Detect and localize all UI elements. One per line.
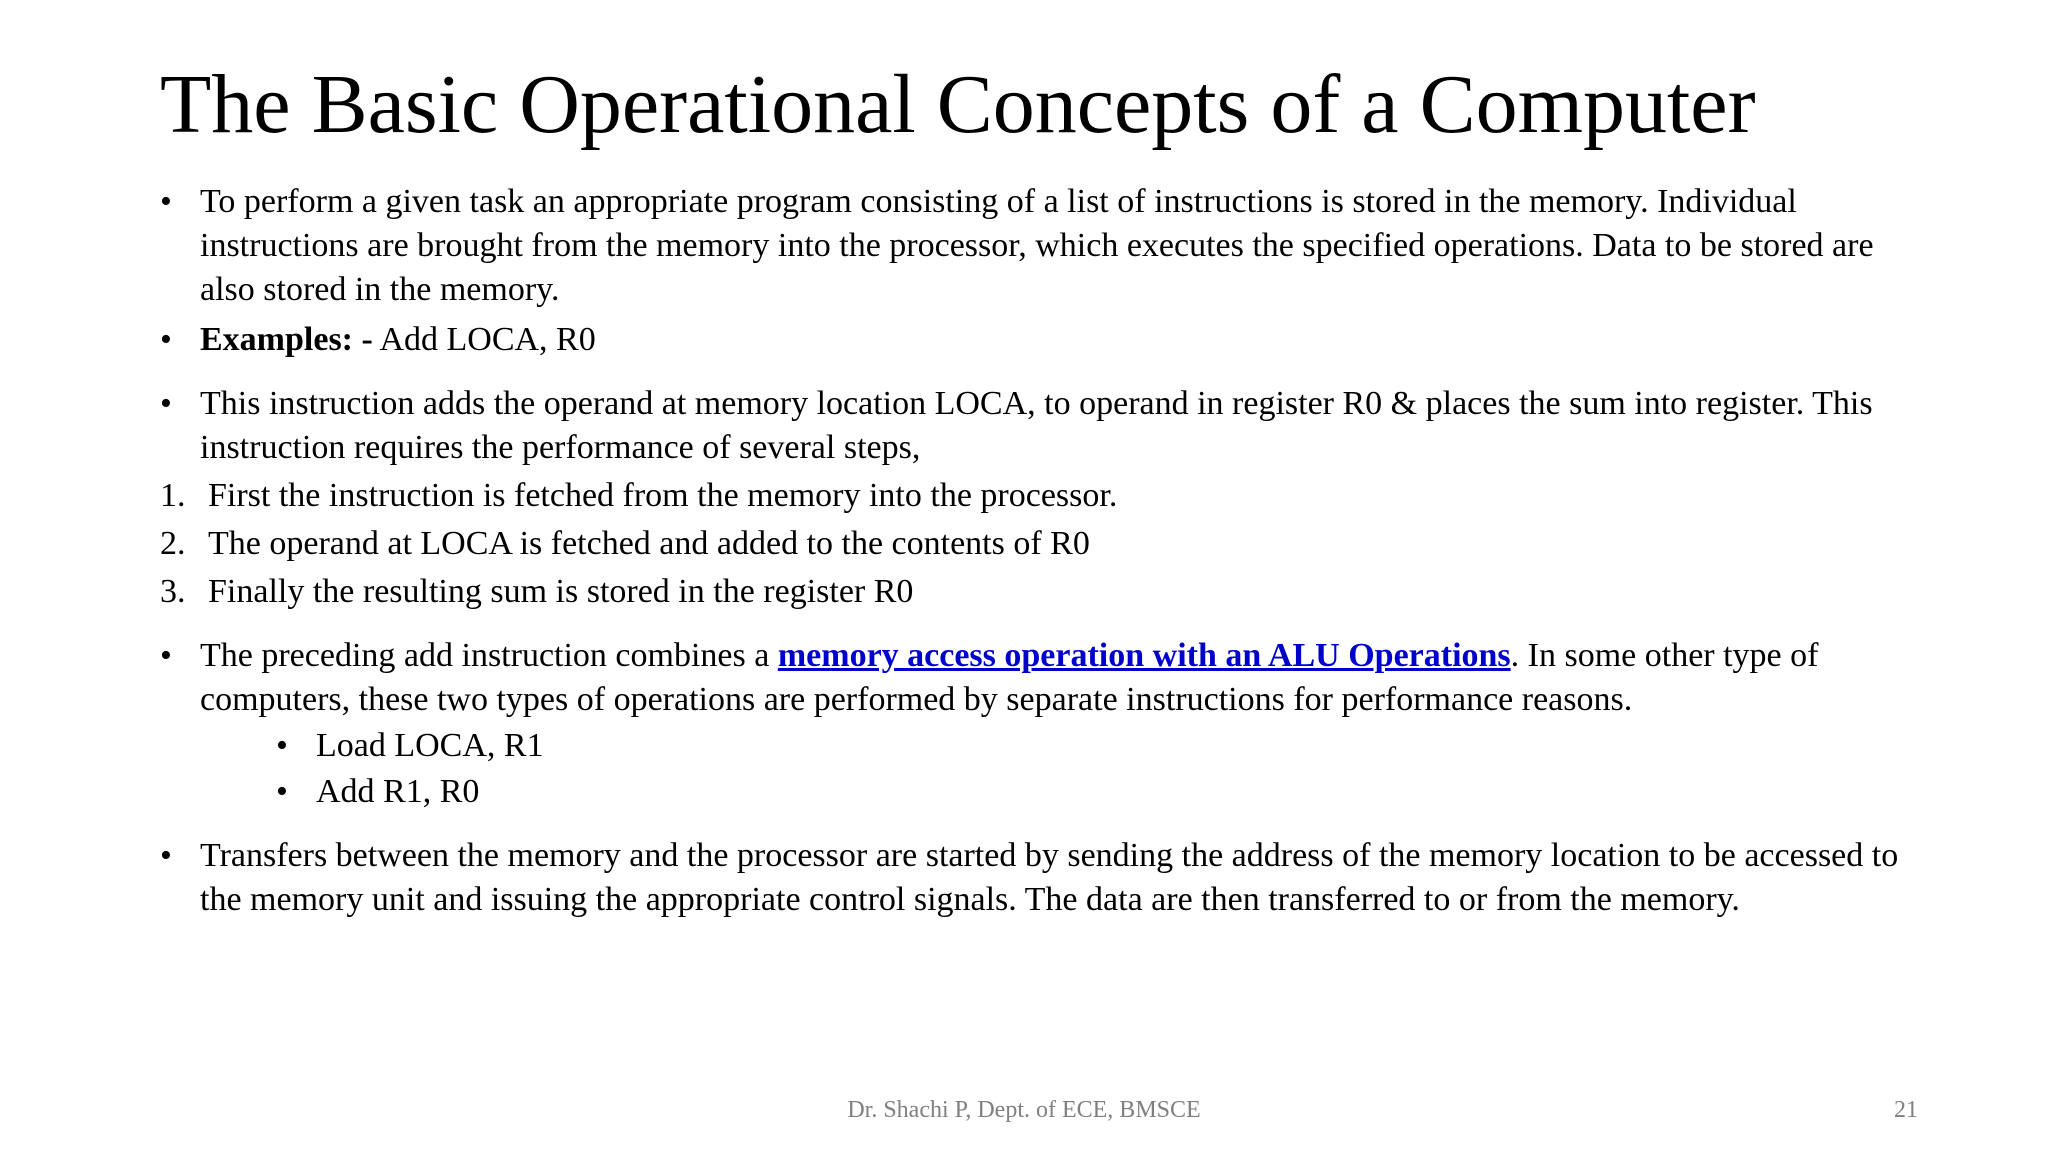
step-item-3 xyxy=(160,570,1900,614)
bullet-glyph: • xyxy=(160,385,172,422)
slide-footer: Dr. Shachi P, Dept. of ECE, BMSCE xyxy=(847,1097,1201,1123)
bullet-preceding-add xyxy=(160,634,1900,722)
bullet-text: Transfers between the memory and the processor are started by sending the address of the memory location to be accessed to the memory unit and issuing the appropriate control signals. The data are then transferred to or from the memory. xyxy=(200,837,1899,918)
sub-item-add xyxy=(160,770,1900,814)
step-item-2 xyxy=(160,522,1900,566)
bullet-glyph: • xyxy=(160,837,172,874)
bullet-transfers xyxy=(160,834,1900,922)
step-item-1 xyxy=(160,474,1900,518)
page-number: 21 xyxy=(1894,1097,1918,1123)
bullet-text-pre: The preceding add instruction combines a xyxy=(200,637,778,674)
step-number: 2. xyxy=(160,525,186,562)
alu-operations-link[interactable]: memory access operation with an ALU Operations xyxy=(777,637,1511,674)
bullet-instruction-adds xyxy=(160,382,1900,470)
sub-item-text: Load LOCA, R1 xyxy=(316,727,544,764)
bullet-text: To perform a given task an appropriate program consisting of a list of instructions is stored in the memory. Individual instructions are brought from the memory into the processor, which executes the specified operations. Data to be stored are also stored in the memory. xyxy=(200,183,1874,308)
bullet-program-stored xyxy=(160,180,1900,312)
bullet-text-post: . In some other type of computers, these two types of operations are performed by separate instructions for performance reasons. xyxy=(200,637,1819,718)
bullet-glyph: • xyxy=(276,773,288,810)
bullet-text: This instruction adds the operand at memory location LOCA, to operand in register R0 & places the sum into register. This instruction requires the performance of several steps, xyxy=(200,385,1873,466)
bullet-glyph: • xyxy=(160,321,172,358)
step-number: 3. xyxy=(160,573,186,610)
sub-item-load xyxy=(160,724,1900,768)
step-text: The operand at LOCA is fetched and added to the contents of R0 xyxy=(208,525,1090,562)
examples-text: Add LOCA, R0 xyxy=(372,321,596,358)
bullet-glyph: • xyxy=(160,637,172,674)
sub-item-text: Add R1, R0 xyxy=(316,773,480,810)
slide-title: The Basic Operational Concepts of a Computer xyxy=(160,58,1756,151)
bullet-glyph: • xyxy=(160,183,172,220)
bullet-glyph: • xyxy=(276,727,288,764)
step-number: 1. xyxy=(160,477,186,514)
slide-content xyxy=(160,180,1900,922)
step-text: First the instruction is fetched from the memory into the processor. xyxy=(208,477,1118,514)
examples-label: Examples: - xyxy=(200,321,373,358)
bullet-examples xyxy=(160,318,1900,362)
step-text: Finally the resulting sum is stored in the register R0 xyxy=(208,573,914,610)
